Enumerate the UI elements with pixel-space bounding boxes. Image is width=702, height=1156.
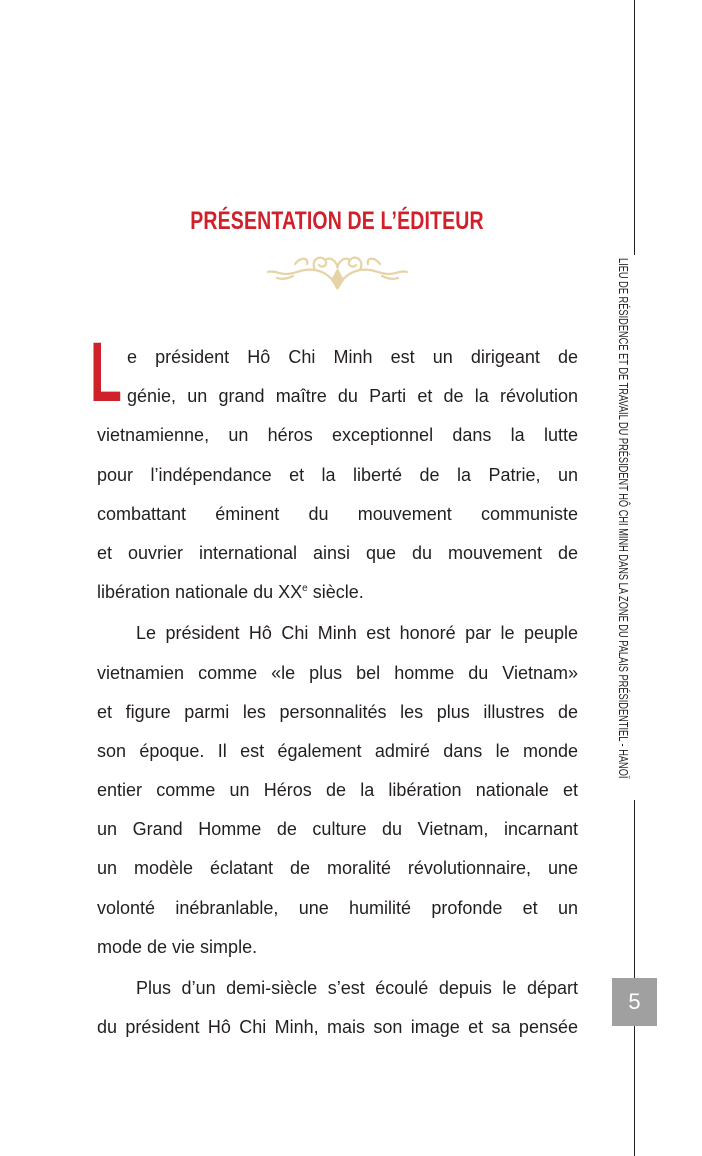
text-line: son époque. Il est également admiré dans le monde [97, 740, 578, 761]
text-line: Plus d’un demi-siècle s’est écoulé depuis le départ [136, 978, 578, 998]
paragraph-2 [97, 614, 578, 967]
superscript: e [302, 583, 308, 595]
text-line: entier comme un Héros de la libération nationale et [97, 780, 578, 801]
running-head: LIEU DE RÉSIDENCE ET DE TRAVAIL DU PRÉSIDENT HÔ CHI MINH DANS LA ZONE DU PALAIS PRÉSIDENTIEL - HANOÏ [616, 258, 630, 779]
margin-rule-top [634, 0, 635, 255]
paragraph-3 [97, 969, 578, 1047]
text-line: Le président Hô Chi Minh est honoré par le peuple [136, 623, 578, 644]
text-line: du président Hô Chi Minh, mais son image et sa pensée [97, 1017, 578, 1038]
drop-cap: L [90, 325, 122, 419]
page-title: PRÉSENTATION DE L’ÉDITEUR [190, 207, 484, 235]
margin-rule-bottom [634, 1026, 635, 1156]
text-line: et ouvrier international ainsi que du mouvement de [97, 542, 578, 563]
text-line: et figure parmi les personnalités les plus illustres de [97, 701, 578, 722]
margin-rule-middle [634, 800, 635, 978]
text-line: un Grand Homme de culture du Vietnam, incarnant [97, 819, 578, 840]
text-fragment: libération nationale du XX [97, 582, 303, 603]
body-text [97, 338, 578, 1049]
text-line: vietnamienne, un héros exceptionnel dans la lutte [97, 425, 578, 446]
text-line: génie, un grand maître du Parti et de la révolution [127, 386, 578, 407]
text-line: combattant éminent du mouvement communiste [97, 503, 578, 524]
paragraph-1 [97, 338, 578, 612]
page-number: 5 [612, 978, 657, 1026]
text-line: e président Hô Chi Minh est un dirigeant de [127, 347, 578, 367]
text-line: un modèle éclatant de moralité révolutionnaire, une [97, 858, 578, 879]
text-line: vietnamien comme «le plus bel homme du Vietnam» [97, 662, 578, 683]
text-line: pour l’indépendance et la liberté de la Patrie, un [97, 464, 578, 485]
text-line [97, 573, 578, 612]
text-fragment: siècle. [307, 582, 364, 603]
ornament-icon [265, 250, 410, 292]
text-line: mode de vie simple. [97, 936, 258, 957]
text-line: volonté inébranlable, une humilité profonde et un [97, 897, 578, 918]
